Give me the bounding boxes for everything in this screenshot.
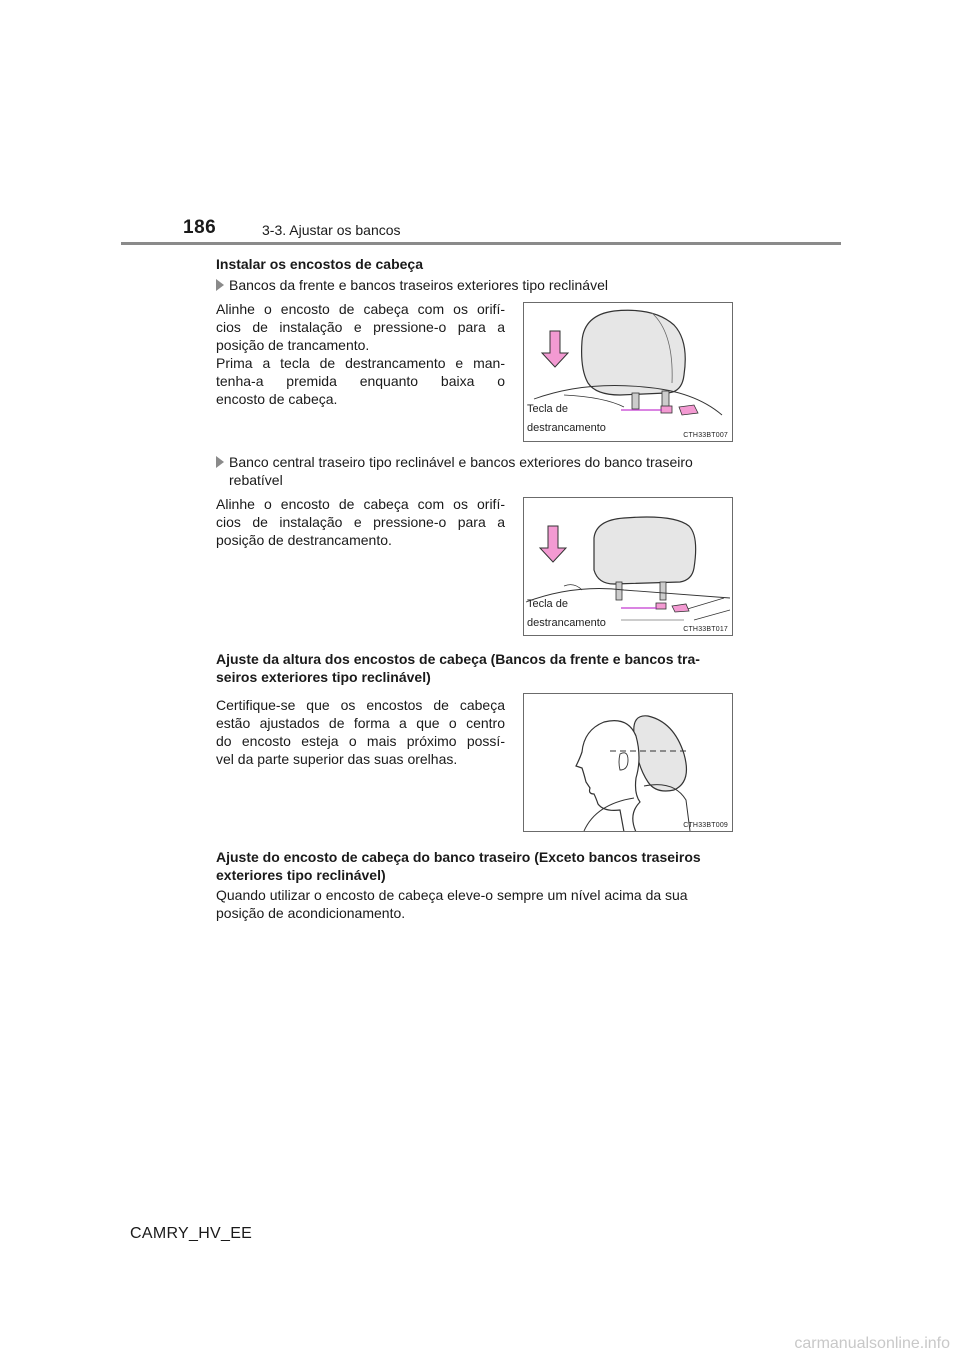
page-number: 186	[183, 217, 217, 238]
bullet-label: Bancos da frente e bancos traseiros exteriores tipo reclinável	[229, 277, 608, 293]
heading-line: Ajuste da altura dos encostos de cabeça (Bancos da frente e bancos tra-	[216, 651, 700, 667]
text-line: estão ajustados de forma a que o centro	[216, 715, 505, 731]
figure-label-line: Tecla de	[527, 403, 568, 415]
bullet-front-seats	[216, 276, 608, 294]
figure-label-line: destrancamento	[527, 617, 606, 629]
figure-code: CTH33BT017	[683, 626, 728, 633]
figure-label-line: destrancamento	[527, 422, 606, 434]
text-line: cios de instalação e pressione-o para a	[216, 319, 505, 335]
figure-code: CTH33BT009	[683, 822, 728, 829]
heading-line: Ajuste do encosto de cabeça do banco traseiro (Exceto bancos traseiros	[216, 849, 701, 865]
text-line: posição de trancamento.	[216, 337, 370, 353]
heading-line: exteriores tipo reclinável)	[216, 867, 386, 883]
height-adjust-paragraph	[216, 696, 505, 768]
text-line: Alinhe o encosto de cabeça com os orifí-	[216, 496, 505, 512]
text-line: posição de destrancamento.	[216, 532, 392, 548]
bullet-label	[229, 453, 693, 489]
text-line: tenha-a premida enquanto baixa o	[216, 373, 505, 389]
figure-label-line: Tecla de	[527, 598, 568, 610]
header-rule	[121, 242, 841, 245]
bullet-label-line: Banco central traseiro tipo reclinável e bancos exteriores do banco traseiro	[229, 454, 693, 470]
text-line: vel da parte superior das suas orelhas.	[216, 751, 458, 767]
install-heading: Instalar os encostos de cabeça	[216, 256, 423, 272]
watermark: carmanualsonline.info	[794, 1335, 950, 1352]
figure-code: CTH33BT007	[683, 432, 728, 439]
heading-line: seiros exteriores tipo reclinável)	[216, 669, 431, 685]
bullet-triangle-icon	[216, 456, 224, 468]
text-line: encosto de cabeça.	[216, 391, 338, 407]
rear-adjust-paragraph	[216, 886, 688, 922]
section-title: 3-3. Ajustar os bancos	[262, 222, 401, 238]
figure-label	[527, 595, 606, 633]
text-line: Certifique-se que os encostos de cabeça	[216, 697, 505, 713]
footer-model: CAMRY_HV_EE	[130, 1225, 253, 1242]
bullet2-paragraph	[216, 495, 505, 549]
bullet-rear-seats	[216, 453, 693, 489]
bullet-label-line: rebatível	[229, 472, 283, 488]
height-adjust-heading	[216, 650, 700, 686]
bullet1-paragraph	[216, 300, 505, 408]
text-line: posição de acondicionamento.	[216, 905, 406, 921]
figure-label	[527, 400, 606, 438]
figure-head-position	[523, 693, 733, 832]
rear-adjust-heading	[216, 848, 701, 884]
text-line: do encosto esteja o mais próximo possí-	[216, 733, 505, 749]
figure-headrest-rear	[523, 497, 733, 636]
text-line: cios de instalação e pressione-o para a	[216, 514, 505, 530]
text-line: Prima a tecla de destrancamento e man-	[216, 355, 505, 371]
bullet-triangle-icon	[216, 279, 224, 291]
text-line: Alinhe o encosto de cabeça com os orifí-	[216, 301, 505, 317]
figure-headrest-front	[523, 302, 733, 442]
text-line: Quando utilizar o encosto de cabeça eleve-o sempre um nível acima da sua	[216, 887, 688, 903]
head-silhouette-illustration-icon	[524, 694, 732, 831]
